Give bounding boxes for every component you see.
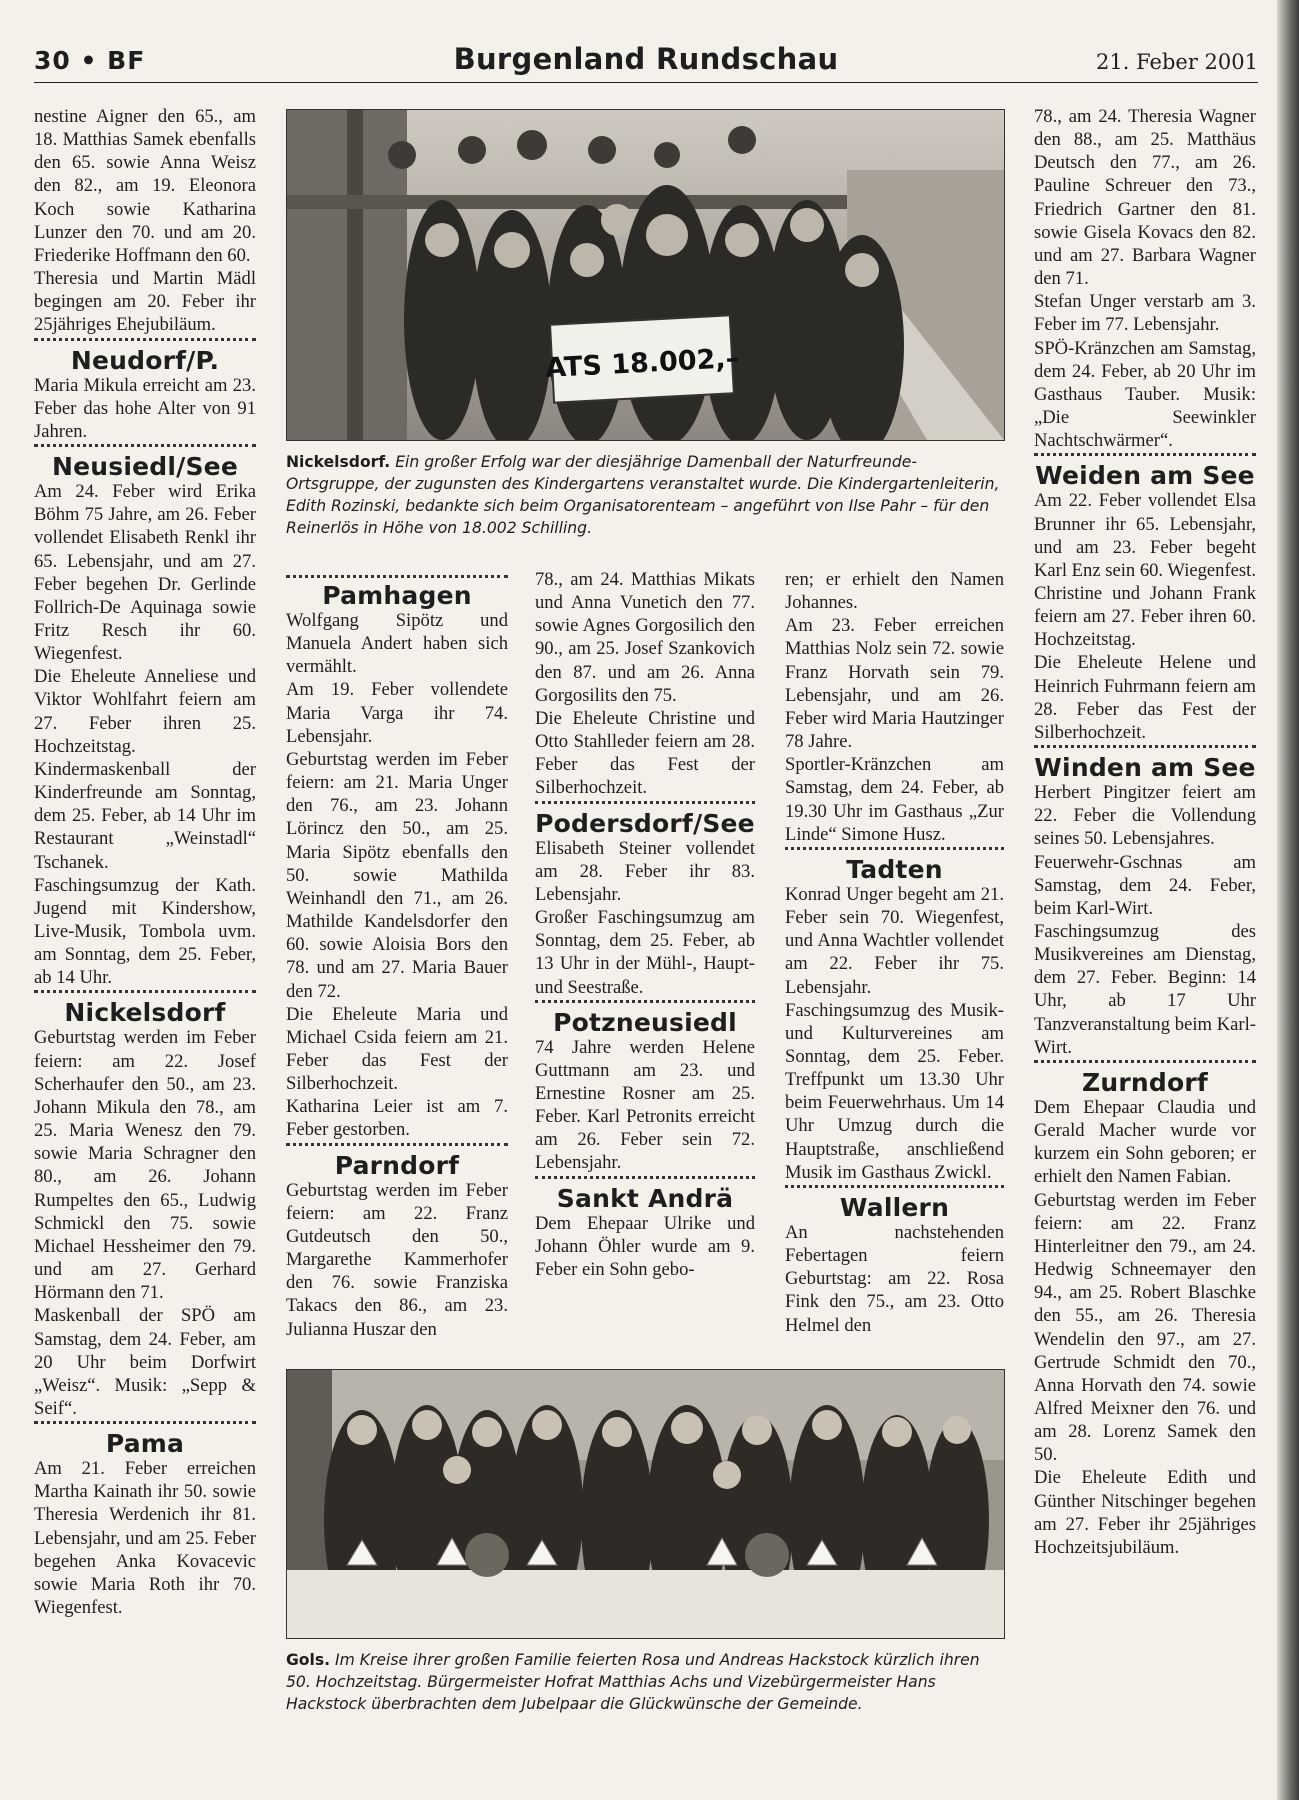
paragraph: Feuerwehr-Gschnas am Samstag, dem 24. Feber, beim Karl-Wirt. <box>1034 851 1256 919</box>
paragraph: Die Eheleute Maria und Michael Csida feiern am 21. Feber das Fest der Silberhochzeit. <box>286 1003 508 1095</box>
page-label: 30 • BF <box>34 46 146 75</box>
photo-nickelsdorf-image <box>287 110 1004 440</box>
caption-text: Im Kreise ihrer großen Familie feierten Rosa und Andreas Hackstock kürzlich ihren 50. Hochzeitstag. Bürgermeister Hofrat Matthias Achs und Vizebürgermeister Hans Hackstock überbrachten dem Jubelpaar die Glückwünsche der Gemeinde. <box>286 1651 980 1713</box>
paragraph: Faschingsumzug des Musikvereines am Dienstag, dem 27. Feber. Beginn: 14 Uhr, ab 17 Uhr Tanzveranstaltung beim Karl-Wirt. <box>1034 921 1256 1058</box>
paragraph: Katharina Leier ist am 7. Feber gestorben. <box>286 1096 508 1141</box>
section-heading-pama: Pama <box>34 1421 256 1457</box>
section-heading-sankt-andrae: Sankt Andrä <box>535 1176 755 1212</box>
paragraph: Großer Faschingsumzug am Sonntag, dem 25. Feber, ab 13 Uhr in der Mühl-, Haupt- und Seestraße. <box>535 907 755 998</box>
paragraph: Stefan Unger verstarb am 3. Feber im 77. Lebensjahr. <box>1034 291 1256 336</box>
section-heading-zurndorf: Zurndorf <box>1034 1060 1256 1096</box>
column-5 <box>1034 105 1256 1559</box>
paragraph: Die Eheleute Edith und Günther Nitschinger begehen am 27. Feber ihr 25jähriges Hochzeitsjubiläum. <box>1034 1467 1256 1558</box>
paragraph: SPÖ-Kränzchen am Samstag, dem 24. Feber, ab 20 Uhr im Gasthaus Tauber. Musik: „Die Seewinkler Nachtschwärmer“. <box>1034 337 1256 452</box>
issue-date: 21. Feber 2001 <box>1096 50 1258 74</box>
caption-nickelsdorf <box>286 451 1006 539</box>
paragraph: Dem Ehepaar Claudia und Gerald Macher wurde vor kurzem ein Sohn geboren; er erhielt den Namen Fabian. <box>1034 1096 1256 1188</box>
donation-sign-text: ATS 18.002,– <box>544 342 740 385</box>
paragraph: Am 21. Feber erreichen Martha Kainath ihr 50. sowie Theresia Werdenich ihr 81. Lebensjahr, und am 25. Feber begehen Anka Kovacevic sowie Maria Roth ihr 70. Wiegenfest. <box>34 1458 256 1619</box>
caption-place: Nickelsdorf. <box>286 453 391 471</box>
section-heading-neusiedl: Neusiedl/See <box>34 444 256 480</box>
caption-place: Gols. <box>286 1651 331 1669</box>
paragraph: Am 22. Feber vollendet Elsa Brunner ihr 65. Lebensjahr, und am 23. Feber begeht Karl Enz sein 60. Wiegenfest. <box>1034 490 1256 581</box>
paragraph: An nachstehenden Febertagen feiern Geburtstag: am 22. Rosa Fink den 75., am 23. Otto Helmel den <box>785 1221 1004 1336</box>
newspaper-title: Burgenland Rundschau <box>453 42 839 76</box>
column-3 <box>535 568 755 1281</box>
paragraph: Herbert Pingitzer feiert am 22. Feber die Vollendung seines 50. Lebensjahres. <box>1034 782 1256 850</box>
paragraph: Konrad Unger begeht am 21. Feber sein 70. Wiegenfest, und Anna Wachtler vollendet am 22. Feber ihr 75. Lebensjahr. <box>785 883 1004 998</box>
paragraph: Geburtstag werden im Feber feiern: am 22. Franz Hinterleitner den 79., am 24. Hedwig Schneemayer den 94., am 25. Robert Blaschke den 55., am 26. Theresia Wendelin den 97., am 27. Gertrude Schmidt den 70., Anna Horvath den 74. sowie Alfred Meixner den 76. und am 28. Lorenz Samek den 50. <box>1034 1189 1256 1466</box>
scan-edge-shadow <box>1277 0 1299 1800</box>
section-heading-potzneusiedl: Potzneusiedl <box>535 1000 755 1036</box>
paragraph: Dem Ehepaar Ulrike und Johann Öhler wurde am 9. Feber ein Sohn gebo- <box>535 1212 755 1280</box>
paragraph: Elisabeth Steiner vollendet am 28. Feber ihr 83. Lebensjahr. <box>535 837 755 905</box>
section-heading-pamhagen: Pamhagen <box>322 581 472 610</box>
paragraph: Christine und Johann Frank feiern am 27. Feber ihren 60. Hochzeitstag. <box>1034 582 1256 651</box>
section-heading-weiden: Weiden am See <box>1034 453 1256 489</box>
paragraph: 74 Jahre werden Helene Guttmann am 23. und Ernestine Rosner am 25. Feber. Karl Petronits erreicht am 26. Feber sein 72. Lebensjahr. <box>535 1036 755 1174</box>
paragraph: Die Eheleute Christine und Otto Stahlleder feiern am 28. Feber das Fest der Silberhochzeit. <box>535 707 755 799</box>
photo-gols <box>286 1369 1005 1639</box>
paragraph: nestine Aigner den 65., am 18. Matthias Samek ebenfalls den 65. sowie Anna Weisz den 82., am 19. Eleonora Koch sowie Katharina Lunzer den 70. und am 20. Friederike Hoffmann den 60. <box>34 106 256 266</box>
column-2 <box>286 582 508 1341</box>
paragraph: Die Eheleute Helene und Heinrich Fuhrmann feiern am 28. Feber das Fest der Silberhochzeit. <box>1034 652 1256 743</box>
paragraph: ren; er erhielt den Namen Johannes. <box>785 569 1004 614</box>
section-heading-winden: Winden am See <box>1034 745 1256 781</box>
section-heading-tadten: Tadten <box>785 847 1004 883</box>
section-heading-podersdorf: Podersdorf/See <box>535 801 755 837</box>
paragraph: Am 19. Feber vollendete Maria Varga ihr 74. Lebensjahr. <box>286 679 508 747</box>
column-4 <box>785 568 1004 1337</box>
section-heading-nickelsdorf: Nickelsdorf <box>34 990 256 1026</box>
section-heading-wallern: Wallern <box>785 1185 1004 1221</box>
section-heading-parndorf: Parndorf <box>286 1143 508 1179</box>
paragraph: Theresia und Martin Mädl begingen am 20. Feber ihr 25jähriges Ehejubiläum. <box>34 268 256 336</box>
paragraph: Am 23. Feber erreichen Matthias Nolz sein 72. sowie Franz Horvath sein 79. Lebensjahr, und am 26. Feber wird Maria Hautzinger 78 Jahre. <box>785 615 1004 753</box>
paragraph: Geburtstag werden im Feber feiern: am 22. Josef Scherhaufer den 50., am 23. Johann Mikula den 78., am 25. Maria Wenesz den 79. sowie Maria Schragner den 80., am 26. Johann Rumpeltes den 65., Ludwig Schmickl den 75. sowie Michael Hessheimer den 79. und am 27. Gerhard Hörmann den 71. <box>34 1027 256 1304</box>
paragraph: Maskenball der SPÖ am Samstag, dem 24. Feber, am 20 Uhr beim Dorfwirt „Weisz“. Musik: „Sepp & Seif“. <box>34 1305 256 1419</box>
paragraph: Faschingsumzug des Musik- und Kulturvereines am Sonntag, dem 25. Feber. Treffpunkt um 13.30 Uhr beim Feuerwehrhaus. Um 14 Uhr Umzug durch die Hauptstraße, anschließend Musik im Gasthaus Zwickl. <box>785 999 1004 1183</box>
paragraph: 78., am 24. Matthias Mikats und Anna Vunetich den 77. sowie Agnes Gorgosilich den 90., am 25. Josef Szankovich den 87. und am 26. Anna Gorgosilits den 75. <box>535 569 755 706</box>
paragraph: Maria Mikula erreicht am 23. Feber das hohe Alter von 91 Jahren. <box>34 374 256 442</box>
caption-gols <box>286 1649 1006 1715</box>
section-heading-neudorf: Neudorf/P. <box>34 338 256 374</box>
column-1 <box>34 105 256 1619</box>
paragraph: Am 24. Feber wird Erika Böhm 75 Jahre, am 26. Feber vollendet Elisabeth Renkl ihr 65. Lebensjahr, und am 27. Feber begehen Dr. Gerlinde Follrich-De Aquinaga sowie Fritz Resch ihr 60. Wiegenfest. <box>34 481 256 665</box>
photo-nickelsdorf <box>286 109 1005 441</box>
paragraph: Die Eheleute Anneliese und Viktor Wohlfahrt feiern am 27. Feber ihren 25. Hochzeitstag. <box>34 666 256 757</box>
page-header <box>34 40 1258 83</box>
paragraph: Kindermaskenball der Kinderfreunde am Sonntag, dem 25. Feber, ab 14 Uhr im Restaurant „Weinstadl“ Tschanek. <box>34 758 256 873</box>
paragraph: Geburtstag werden im Feber feiern: am 21. Maria Unger den 76., am 23. Johann Lörincz den 50., am 25. Maria Sipötz ebenfalls den 50. sowie Mathilda Weinhandl den 71., am 26. Mathilde Kandelsdorfer den 60. sowie Aloisia Bors den 78. und am 27. Maria Bauer den 72. <box>286 748 508 1002</box>
caption-text: Ein großer Erfolg war der diesjährige Damenball der Naturfreunde-Ortsgruppe, der zugunsten des Kindergartens veranstaltet wurde. Die Kindergartenleiterin, Edith Rozinski, bedankte sich beim Organisatorenteam – angeführt von Ilse Pahr – für den Reinerlös in Höhe von 18.002 Schilling. <box>286 453 1000 537</box>
paragraph: Geburtstag werden im Feber feiern: am 22. Franz Gutdeutsch den 50., Margarethe Kammerhofer den 76. sowie Franziska Takacs den 86., am 23. Julianna Huszar den <box>286 1179 508 1340</box>
photo-gols-image <box>287 1370 1004 1638</box>
paragraph: Faschingsumzug der Kath. Jugend mit Kindershow, Live-Musik, Tombola uvm. am Sonntag, dem 25. Feber, ab 14 Uhr. <box>34 874 256 989</box>
paragraph: Sportler-Kränzchen am Samstag, dem 24. Feber, ab 19.30 Uhr im Gasthaus „Zur Linde“ Simone Husz. <box>785 754 1004 845</box>
paragraph: Wolfgang Sipötz und Manuela Andert haben sich vermählt. <box>286 610 508 678</box>
paragraph: 78., am 24. Theresia Wagner den 88., am 25. Matthäus Deutsch den 77., am 26. Pauline Schreuer den 73., Friedrich Gartner den 81. sowie Gisela Kovacs den 82. und am 27. Barbara Wagner den 71. <box>1034 106 1256 290</box>
separator <box>286 575 508 578</box>
